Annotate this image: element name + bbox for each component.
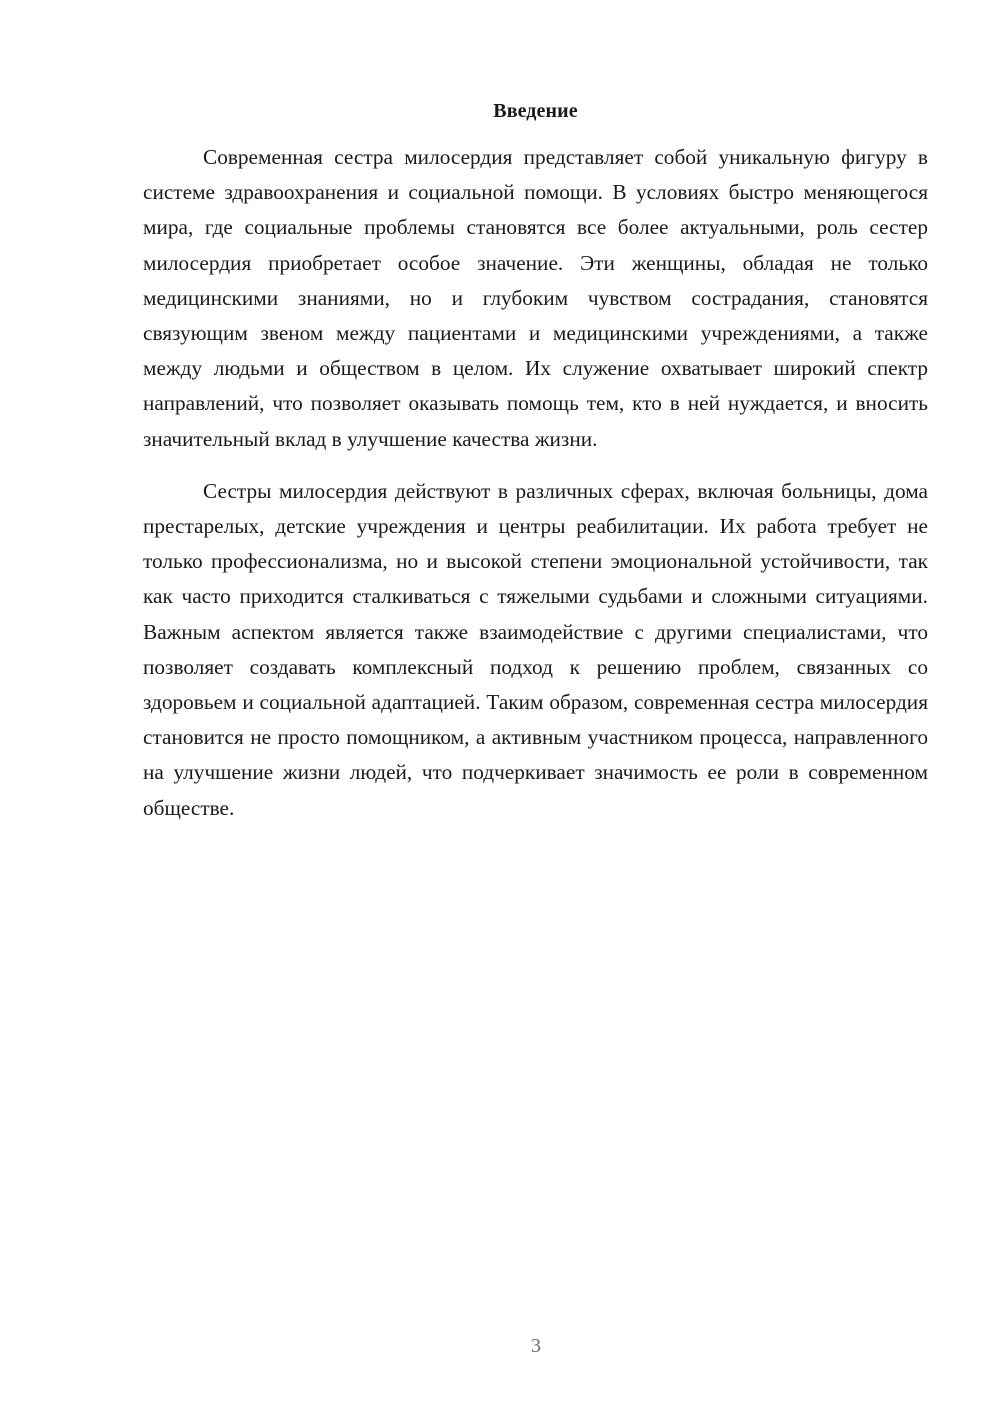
paragraph-2: Сестры милосердия действуют в различных сферах, включая больницы, дома престарелых, детские учреждения и центры реабилитации. Их работа требует не только профессионализма, но и высокой степени эмоциональной устойчивости, так как часто приходится сталкиваться с тяжелыми судьбами и сложными ситуациями. Важным аспектом является также взаимодействие с другими специалистами, что позволяет создавать комплексный подход к решению проблем, связанных со здоровьем и социальной адаптацией. Таким образом, современная сестра милосердия становится не просто помощником, а активным участником процесса, направленного на улучшение жизни людей, что подчеркивает значимость ее роли в современном обществе. [143,478,928,820]
paragraph-1: Современная сестра милосердия представляет собой уникальную фигуру в системе здравоохранения и социальной помощи. В условиях быстро меняющегося мира, где социальные проблемы становятся все более актуальными, роль сестер милосердия приобретает особое значение. Эти женщины, обладая не только медицинскими знаниями, но и глубоким чувством сострадания, становятся связующим звеном между пациентами и медицинскими учреждениями, а также между людьми и обществом в целом. Их служение охватывает широкий спектр направлений, что позволяет оказывать помощь тем, кто в ней нуждается, и вносить значительный вклад в улучшение качества жизни. [143,145,928,451]
section-heading: Введение [493,100,578,122]
page-number: 3 [531,1335,541,1357]
page-content [143,96,928,826]
